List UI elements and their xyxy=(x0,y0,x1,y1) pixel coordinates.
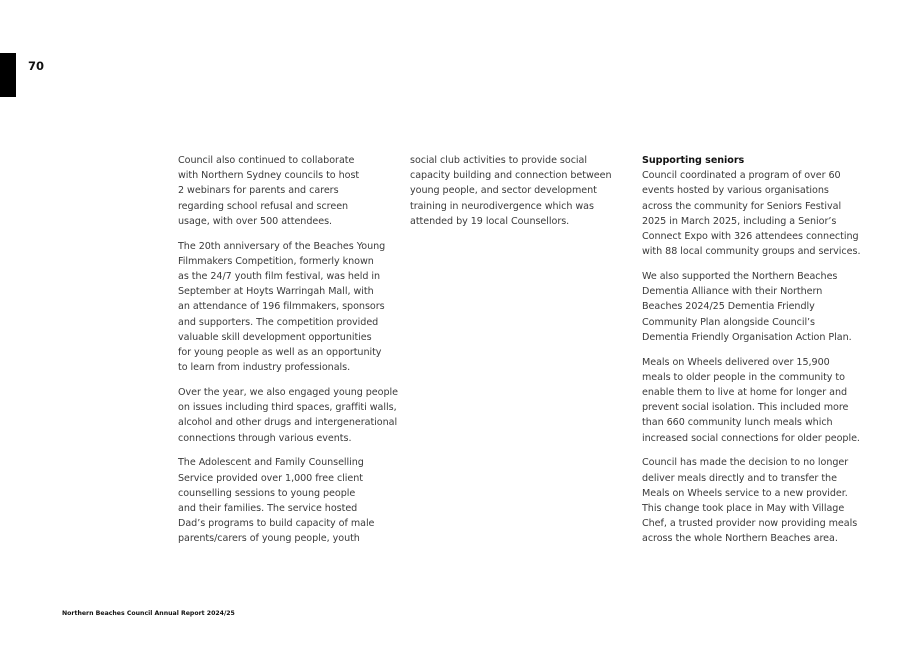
text-line: and their families. The service hosted xyxy=(178,503,358,515)
text-line: Over the year, we also engaged young people xyxy=(178,387,398,399)
page-footer: Northern Beaches Council Annual Report 2024/25 xyxy=(62,610,235,617)
text-line: The 20th anniversary of the Beaches Young xyxy=(178,240,386,252)
text-line: increased social connections for older people. xyxy=(642,432,860,444)
paragraph-meals-on-wheels xyxy=(642,355,868,446)
text-line: Community Plan alongside Council’s xyxy=(642,316,816,328)
paragraph-seniors-festival xyxy=(642,153,868,259)
text-line: Filmmakers Competition, formerly known xyxy=(178,255,374,267)
text-line: The Adolescent and Family Counselling xyxy=(178,457,364,469)
text-line: counselling sessions to young people xyxy=(178,487,356,499)
text-line: meals to older people in the community to xyxy=(642,371,845,383)
text-line: Service provided over 1,000 free client xyxy=(178,472,363,484)
text-line: social club activities to provide social xyxy=(410,155,587,166)
text-line: with 88 local community groups and services. xyxy=(642,246,861,258)
column-1 xyxy=(178,153,404,556)
text-line: regarding school refusal and screen xyxy=(178,200,349,212)
text-line: young people, and sector development xyxy=(410,185,597,197)
text-line: Meals on Wheels service to a new provider. xyxy=(642,487,848,499)
page-number: 70 xyxy=(28,59,45,73)
text-line: training in neurodivergence which was xyxy=(410,200,594,212)
paragraph-filmmakers xyxy=(178,239,404,376)
text-line: for young people as well as an opportunity xyxy=(178,347,382,359)
text-line: Connect Expo with 326 attendees connecting xyxy=(642,231,859,243)
text-line: Dementia Alliance with their Northern xyxy=(642,286,823,298)
text-line: events hosted by various organisations xyxy=(642,185,829,197)
text-line: than 660 community lunch meals which xyxy=(642,417,833,429)
text-line: connections through various events. xyxy=(178,432,352,444)
text-line: This change took place in May with Village xyxy=(642,503,845,515)
text-line: alcohol and other drugs and intergenerational xyxy=(178,417,398,429)
text-line: parents/carers of young people, youth xyxy=(178,533,360,545)
paragraph-meals-transfer xyxy=(642,455,868,546)
text-line: prevent social isolation. This included more xyxy=(642,402,849,414)
text-line: Dementia Friendly Organisation Action Plan. xyxy=(642,331,852,343)
text-line: capacity building and connection between xyxy=(410,170,612,182)
text-line: to learn from industry professionals. xyxy=(178,362,351,374)
paragraph-counselling xyxy=(178,455,404,546)
column-2 xyxy=(410,153,636,239)
text-line: valuable skill development opportunities xyxy=(178,331,372,343)
text-line: and supporters. The competition provided xyxy=(178,316,379,328)
text-line: enable them to live at home for longer and xyxy=(642,387,848,399)
text-line: 2 webinars for parents and carers xyxy=(178,185,339,197)
text-line: on issues including third spaces, graffiti walls, xyxy=(178,402,397,414)
page-tab-marker xyxy=(0,53,16,97)
text-line: an attendance of 196 filmmakers, sponsors xyxy=(178,301,385,313)
paragraph-webinars xyxy=(178,153,404,229)
section-heading-supporting-seniors: Supporting seniors xyxy=(642,155,745,166)
paragraph-dementia-alliance xyxy=(642,269,868,345)
text-line: usage, with over 500 attendees. xyxy=(178,215,333,227)
text-line: Chef, a trusted provider now providing meals xyxy=(642,518,858,530)
text-line: Council coordinated a program of over 60 xyxy=(642,170,841,182)
text-line: Council has made the decision to no longer xyxy=(642,457,849,469)
text-line: across the community for Seniors Festival xyxy=(642,200,842,212)
text-line: with Northern Sydney councils to host xyxy=(178,170,360,182)
paragraph-counselling-continued xyxy=(410,153,636,229)
text-line: 2025 in March 2025, including a Senior’s xyxy=(642,215,837,227)
text-line: Beaches 2024/25 Dementia Friendly xyxy=(642,301,815,313)
paragraph-youth-engagement xyxy=(178,385,404,446)
text-line: Dad’s programs to build capacity of male xyxy=(178,518,375,530)
text-line: across the whole Northern Beaches area. xyxy=(642,533,838,545)
column-3 xyxy=(642,153,868,556)
text-line: September at Hoyts Warringah Mall, with xyxy=(178,286,374,298)
text-line: Council also continued to collaborate xyxy=(178,155,355,166)
text-line: deliver meals directly and to transfer the xyxy=(642,472,837,484)
text-line: We also supported the Northern Beaches xyxy=(642,271,838,283)
text-line: as the 24/7 youth film festival, was held in xyxy=(178,271,381,283)
text-line: attended by 19 local Counsellors. xyxy=(410,215,570,227)
text-line: Meals on Wheels delivered over 15,900 xyxy=(642,356,830,368)
